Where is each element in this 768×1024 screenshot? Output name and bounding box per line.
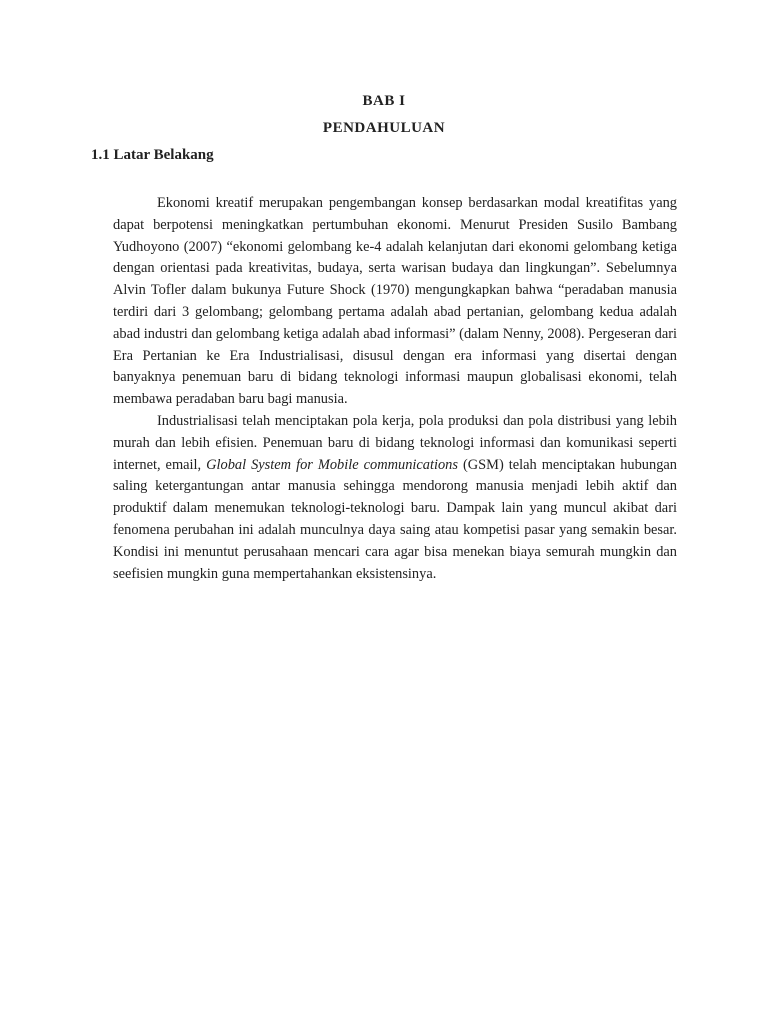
- paragraph-2-text-end: (GSM) telah menciptakan hubungan saling ketergantungan antar manusia sehingga mendorong manusia menjadi lebih aktif dan produktif dalam menemukan teknologi-teknologi baru. Dampak lain yang muncul akibat dari fenomena perubahan ini adalah munculnya daya saing atau kompetisi pasar yang semakin besar. Kondisi ini menuntut perusahaan mencari cara agar bisa menekan biaya semurah mungkin dan seefisien mungkin guna mempertahankan eksistensinya.: [113, 456, 677, 582]
- chapter-title: PENDAHULUAN: [322, 120, 446, 136]
- section-heading: 1.1 Latar Belakang: [91, 147, 214, 163]
- chapter-number: BAB I: [362, 93, 406, 109]
- paragraph-2-text-start: Industrialisasi telah menciptakan pola kerja, pola produksi dan pola distribusi yang lebih murah dan lebih efisien. Penemuan baru di bidang teknologi informasi dan komunikasi seperti internet, email,: [113, 413, 677, 473]
- paragraph-2: [113, 411, 677, 585]
- paragraph-1: Ekonomi kreatif merupakan pengembangan konsep berdasarkan modal kreatifitas yang dapat berpotensi meningkatkan pertumbuhan ekonomi. Menurut Presiden Susilo Bambang Yudhoyono (2007) “ekonomi gelombang ke-4 adalah kelanjutan dari ekonomi gelombang ketiga dengan orientasi pada kreativitas, budaya, serta warisan budaya dan lingkungan”. Sebelumnya Alvin Tofler dalam bukunya Future Shock (1970) mengungkapkan bahwa “peradaban manusia terdiri dari 3 gelombang; gelombang pertama adalah abad pertanian, gelombang kedua adalah abad industri dan gelombang ketiga adalah abad informasi” (dalam Nenny, 2008). Pergeseran dari Era Pertanian ke Era Industrialisasi, disusul dengan era informasi yang disertai dengan banyaknya penemuan baru di bidang teknologi informasi maupun globalisasi ekonomi, telah membawa peradaban baru bagi manusia.: [113, 195, 677, 408]
- paragraph-2-italic-term: Global System for Mobile communications: [206, 456, 458, 473]
